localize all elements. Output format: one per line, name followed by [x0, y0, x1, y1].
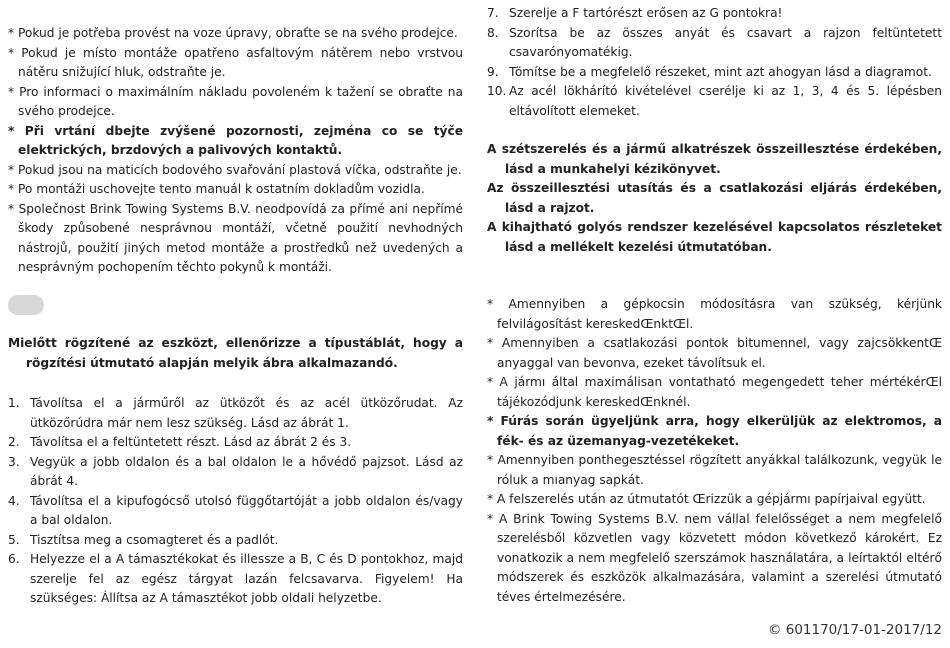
step-number: 10. [487, 84, 507, 98]
document-reference: © 601170/17-01-2017/12 [767, 622, 942, 638]
hu-reference-notes [487, 140, 942, 257]
step-text: Tisztítsa meg a csomagteret és a padlót. [30, 532, 279, 547]
cz-note-7: * Společnost Brink Towing Systems B.V. neodpovídá za přímé ani nepřímé škody způsobené nesprávnou montáží, včetně použití nevhodných nástrojů, použití jiných metod montáže a prostředků než uvedených a nesprávným pochopením těchto pokynů k montáži. [8, 201, 463, 274]
cz-notes [8, 24, 463, 278]
step-number: 8. [487, 25, 499, 40]
step-text: Helyezze el a A támasztékokat és illessze a B, C és D pontokhoz, majd szerelje fel az egész tárgyat lazán felcsavarva. Figyelem! Ha szükséges: Állítsa az A támasztékot jobb oldali helyzetbe. [30, 552, 463, 605]
reference-note-1: A szétszerelés és a jármű alkatrészek összeillesztése érdekében, lásd a munkahelyi kézikönyvet. [487, 142, 942, 176]
hu-steps-7-10 [487, 4, 942, 121]
hu-note-3: * A jármı által maximálisan vontatható megengedett teher mértékérŒl tájékozódjunk kereskedŒnknél. [487, 375, 942, 409]
step-2 [8, 433, 463, 453]
language-tab-marker [8, 295, 44, 315]
step-number: 5. [8, 532, 20, 547]
step-text: Tömítse be a megfelelő részeket, mint azt ahogyan lásd a diagramot. [509, 64, 932, 79]
cz-note-2: * Pokud je místo montáže opatřeno asfaltovým nátěrem nebo vrstvou nátěru snižující hluk, odstraňte je. [8, 45, 463, 79]
step-3 [8, 453, 463, 492]
cz-note-4: * Při vrtání dbejte zvýšené pozornosti, zejména co se týče elektrických, brzdových a palivových kontaktů. [8, 123, 463, 157]
hu-note-6: * A felszerelés után az útmutatót Œrizzük a gépjármı papírjaival együtt. [487, 492, 926, 506]
hu-steps-1-6 [8, 394, 463, 609]
cz-note-3: * Pro informaci o maximálním nákladu povoleném k tažení se obraťte na svého prodejce. [8, 84, 463, 118]
cz-note-1: * Pokud je potřeba provést na voze úpravy, obraťte se na svého prodejce. [8, 26, 458, 40]
hu-note-7: * A Brink Towing Systems B.V. nem vállal felelősséget a nem megfelelő szerelésből közvetlen vagy közvetett módon következő károkért. Ez vonatkozik a nem megfelelő szerszámok használatára, a leírtaktól eltérő módszerek és eszközök alkalmazására, valamint a szerelési útmutató téves értelmezésére. [487, 511, 942, 604]
cz-note-6: * Po montáži uschovejte tento manuál k ostatním dokladům vozidla. [8, 182, 425, 196]
step-1 [8, 394, 463, 433]
step-6 [8, 550, 463, 609]
hu-note-2: * Amennyiben a csatlakozási pontok bitumennel, vagy zajcsökkentŒ anyaggal van bevonva, ezeket távolítsuk el. [487, 336, 942, 370]
step-number: 3. [8, 454, 20, 469]
step-5 [8, 531, 463, 551]
step-7 [487, 4, 942, 24]
cz-note-5: * Pokud jsou na maticích bodového svařování plastová víčka, odstraňte je. [8, 162, 462, 177]
step-9 [487, 63, 942, 83]
step-10 [487, 82, 942, 121]
step-text: Szerelje a F tartórészt erősen az G pontokra! [509, 6, 783, 20]
step-text: Távolítsa el a kipufogócső utolsó függőtartóját a jobb oldalon és/vagy a bal oldalon. [30, 493, 463, 527]
step-number: 2. [8, 435, 20, 449]
hu-note-5: * Amennyiben ponthegesztéssel rögzített anyákkal találkozunk, vegyük le róluk a mıanyag sapkát. [487, 453, 942, 487]
step-number: 7. [487, 6, 499, 20]
step-number: 6. [8, 552, 20, 566]
step-text: Vegyük a jobb oldalon és a bal oldalon le a hővédő pajzsot. Lásd az ábrát 4. [30, 454, 463, 488]
step-8 [487, 24, 942, 63]
step-4 [8, 492, 463, 531]
step-number: 1. [8, 396, 20, 410]
hu-note-1: * Amennyiben a gépkocsin módosításra van szükség, kérjünk felvilágosítást kereskedŒnktŒl. [487, 297, 942, 331]
step-text: Távolítsa el a járműről az ütközőt és az acél ütközőrudat. Az ütközőrúdra már nem lesz szükség. Lásd az ábrát 1. [30, 396, 463, 430]
step-text: Távolítsa el a feltüntetett részt. Lásd az ábrát 2 és 3. [30, 435, 352, 449]
hu-heading-block [8, 334, 463, 373]
step-number: 9. [487, 64, 499, 79]
reference-note-2: Az összeillesztési utasítás és a csatlakozási eljárás érdekében, lásd a rajzot. [487, 181, 942, 215]
reference-note-3: A kihajtható golyós rendszer kezelésével kapcsolatos részleteket lásd a mellékelt kezelési útmutatóban. [487, 220, 942, 254]
hu-notes [487, 295, 942, 607]
step-number: 4. [8, 493, 20, 508]
hu-heading: Mielőtt rögzítené az eszközt, ellenőrizze a típustáblát, hogy a rögzítési útmutató alapján melyik ábra alkalmazandó. [8, 336, 463, 370]
hu-note-4: * Fúrás során ügyeljünk arra, hogy elkerüljük az elektromos, a fék- és az üzemanyag-vezetékeket. [487, 414, 942, 448]
step-text: Az acél lökhárító kivételével cserélje ki az 1, 3, 4 és 5. lépésben eltávolított elemeket. [509, 84, 942, 118]
step-text: Szorítsa be az összes anyát és csavart a rajzon feltüntetett csavarónyomatékig. [509, 25, 942, 59]
